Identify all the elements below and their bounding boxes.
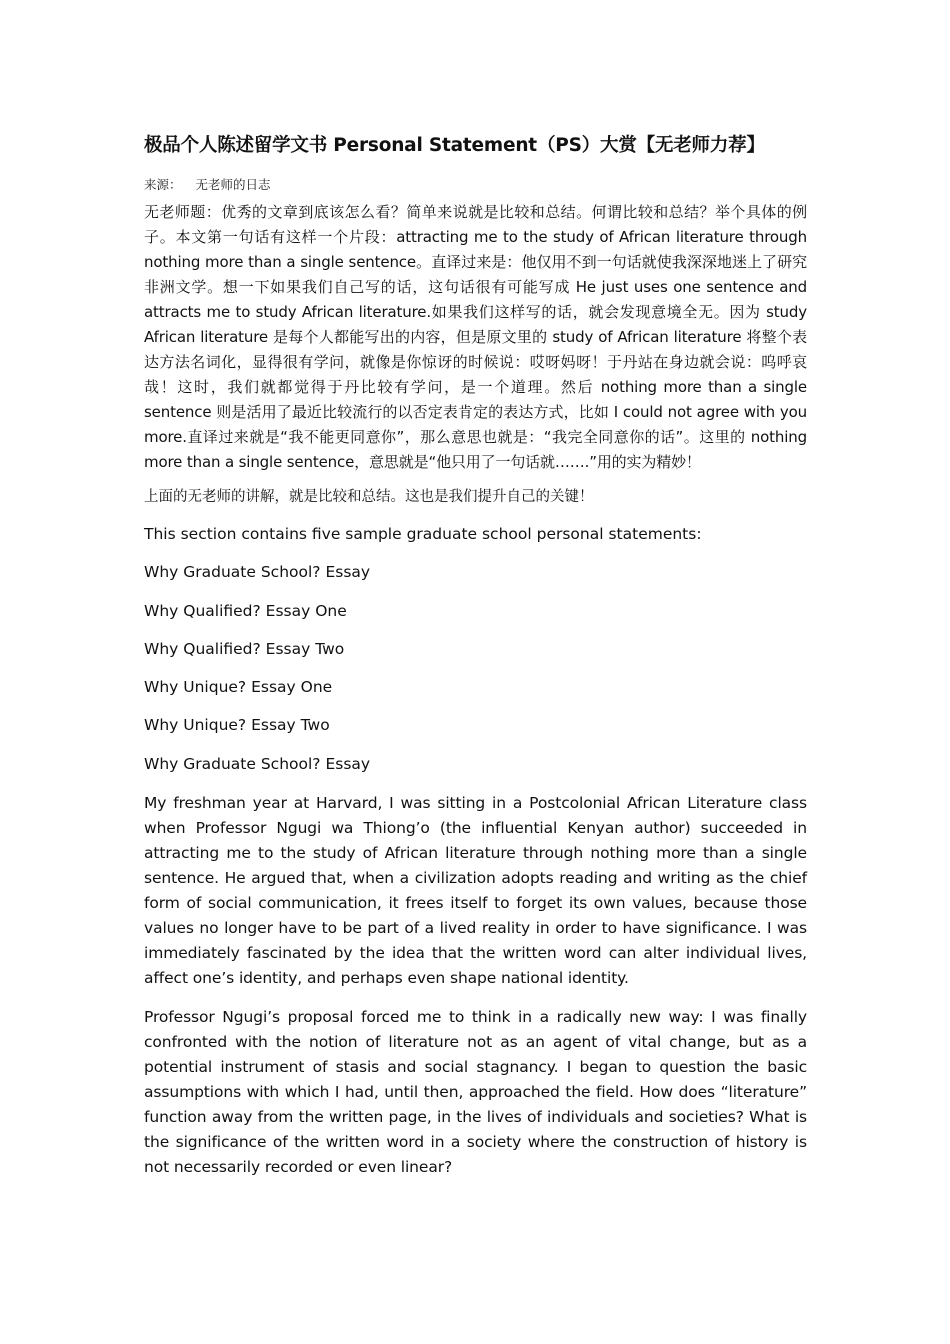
title-en: Personal Statement (333, 135, 537, 156)
title-ps: PS (555, 135, 582, 156)
title-cn-prefix: 极品个人陈述留学文书 (144, 135, 328, 156)
source-label: 来源： (144, 177, 182, 192)
source-value: 无老师的日志 (195, 177, 271, 192)
essay-heading: Why Graduate School? Essay (144, 754, 371, 773)
title-paren-open: （ (536, 135, 556, 156)
title-paren-close: ） (581, 135, 601, 156)
essay-list-item: Why Graduate School? Essay (144, 563, 371, 582)
document-title (144, 134, 807, 158)
essay-list-item: Why Qualified? Essay Two (144, 639, 345, 658)
section-intro: This section contains five sample graduate school personal statements: (144, 525, 702, 543)
document-page (144, 134, 807, 1194)
essay-list-item: Why Unique? Essay Two (144, 716, 330, 735)
essay-list-item: Why Unique? Essay One (144, 678, 333, 697)
summary-line: 上面的无老师的讲解，就是比较和总结。这也是我们提升自己的关键！ (144, 489, 594, 505)
essay-list-item: Why Qualified? Essay One (144, 601, 347, 620)
source-line (144, 176, 807, 194)
title-cn-suffix: 大赏【无老师力荐】 (600, 135, 765, 156)
intro-paragraph: 无老师题：优秀的文章到底该怎么看？简单来说就是比较和总结。何谓比较和总结？举个具体的例子。本文第一句话有这样一个片段：attracting me to the study of African literature through nothing more than a single sentence。直译过来是：他仅用不到一句话就使我深深地迷上了研究非洲文学。想一下如果我们自己写的话，这句话很有可能写成 He just uses one sentence and attracts me to study African literature.如果我们这样写的话，就会发现意境全无。因为 study African literature 是每个人都能写出的内容，但是原文里的 study of African literature 将整个表达方法名词化，显得很有学问，就像是你惊讶的时候说：哎呀妈呀！于丹站在身边就会说：呜呼哀哉！这时，我们就都觉得于丹比较有学问，是一个道理。然后 nothing more than a single sentence 则是活用了最近比较流行的以否定表肯定的表达方式，比如 I could not agree with you more.直译过来就是“我不能更同意你”，那么意思也就是：“我完全同意你的话”。这里的 nothing more than a single sentence，意思就是“他只用了一句话就…….”用的实为精妙！ (144, 203, 807, 471)
essay-paragraph: My freshman year at Harvard, I was sitting in a Postcolonial African Literature class when Professor Ngugi wa Thiong’o (the influential Kenyan author) succeeded in attracting me to the study of African literature through nothing more than a single sentence. He argued that, when a civilization adopts reading and writing as the chief form of social communication, it frees itself to forget its own values, because those values no longer have to be part of a lived reality in order to have significance. I was immediately fascinated by the idea that the written word can alter individual lives, affect one’s identity, and perhaps even shape national identity. (144, 794, 807, 988)
essay-paragraph: Professor Ngugi’s proposal forced me to think in a radically new way: I was finally confronted with the notion of literature not as an agent of vital change, but as a potential instrument of stasis and social stagnancy. I began to question the basic assumptions with which I had, until then, approached the field. How does “literature” function away from the written page, in the lives of individuals and societies? What is the significance of the written word in a society where the construction of history is not necessarily recorded or even linear? (144, 1008, 807, 1177)
